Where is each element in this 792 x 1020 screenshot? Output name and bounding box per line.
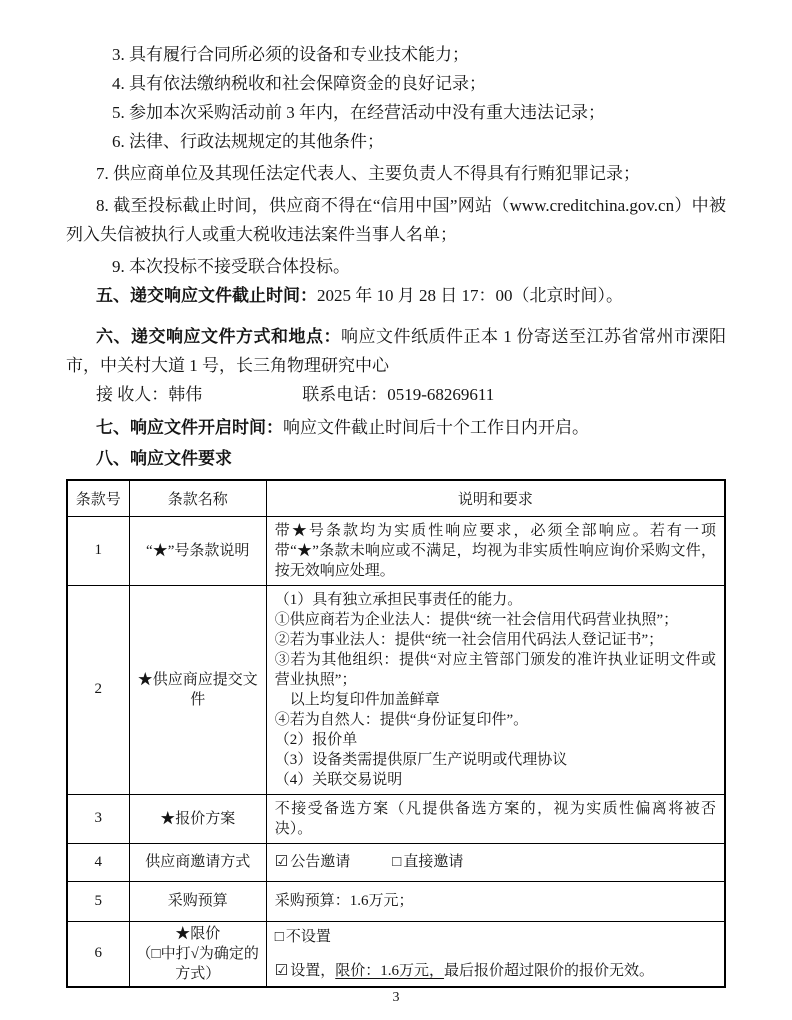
section-5-deadline <box>66 281 726 310</box>
clause-item-7: 7. 供应商单位及其现任法定代表人、主要负责人不得具有行贿犯罪记录； <box>96 164 640 183</box>
checkbox-unchecked-icon: □ <box>392 854 402 870</box>
clause-item-3: 3. 具有履行合同所必须的设备和专业技术能力； <box>112 45 469 64</box>
clause-item-4: 4. 具有依法缴纳税收和社会保障资金的良好记录； <box>112 74 486 93</box>
section-7-opening-time <box>66 413 726 442</box>
table-row-6 <box>67 921 725 987</box>
section-8-heading <box>66 444 726 473</box>
row-3-clause-no: 3 <box>67 794 129 843</box>
row-4-clause-no: 4 <box>67 843 129 881</box>
invite-option-direct: 直接邀请 <box>403 854 464 870</box>
row-5-clause-name: 采购预算 <box>129 881 266 921</box>
row-5-clause-no: 5 <box>67 881 129 921</box>
row-2-desc-line-7: （2）报价单 <box>274 731 358 748</box>
column-header-description: 说明和要求 <box>266 480 725 516</box>
limit-option-none-label: 不设置 <box>285 928 331 945</box>
section-6-delivery <box>66 322 726 380</box>
row-6-name-line-2: （□中打√为确定的方式） <box>136 945 259 982</box>
table-row-4 <box>67 843 725 881</box>
column-header-clause-name: 条款名称 <box>129 480 266 516</box>
row-4-description <box>266 843 725 881</box>
row-1-clause-no: 1 <box>67 516 129 585</box>
page-number: 3 <box>392 990 400 1005</box>
limit-option-set-post: 最后报价超过限价的报价无效。 <box>444 962 655 979</box>
clause-item-5: 5. 参加本次采购活动前 3 年内，在经营活动中没有重大违法记录； <box>112 103 605 122</box>
table-row-5 <box>67 881 725 921</box>
row-2-desc-line-2: ①供应商若为企业法人：提供“统一社会信用代码营业执照”； <box>274 611 679 628</box>
checkbox-unchecked-icon: □ <box>274 928 284 945</box>
clause-item-8: 8. 截至投标截止时间，供应商不得在“信用中国”网站（www.creditchina.gov.cn）中被列入失信被执行人或重大税收违法案件当事人名单； <box>66 196 726 244</box>
table-row-3 <box>67 794 725 843</box>
row-6-clause-no: 6 <box>67 921 129 987</box>
section-8-label: 八、响应文件要求 <box>96 449 232 468</box>
limit-option-none <box>275 927 716 947</box>
checkbox-checked-icon: ☑ <box>274 962 289 979</box>
row-3-clause-name: ★报价方案 <box>129 794 266 843</box>
row-5-description: 采购预算：1.6万元； <box>266 881 725 921</box>
invite-option-public: 公告邀请 <box>290 854 351 870</box>
row-4-clause-name: 供应商邀请方式 <box>129 843 266 881</box>
column-header-clause-no: 条款号 <box>67 480 129 516</box>
section-6-label: 六、递交响应文件方式和地点： <box>96 327 341 346</box>
contact-phone: 联系电话：0519-68269611 <box>302 385 495 404</box>
clause-item-9: 9. 本次投标不接受联合体投标。 <box>112 257 350 276</box>
clause-item-6: 6. 法律、行政法规规定的其他条件； <box>112 132 384 151</box>
section-6-text: 响应文件纸质件正本 1 份寄送至江苏省常州市溧阳市，中关村大道 1 号，长三角物理研究中心 <box>66 327 726 375</box>
table-header-row <box>67 480 725 516</box>
limit-option-set <box>275 961 716 981</box>
row-6-name-line-1: ★限价 <box>175 925 221 942</box>
row-2-desc-line-9: （4）关联交易说明 <box>274 771 403 788</box>
checkbox-checked-icon: ☑ <box>274 854 289 870</box>
section-5-text: 2025 年 10 月 28 日 17：00（北京时间）。 <box>317 286 623 305</box>
row-2-description <box>266 585 725 794</box>
row-2-desc-line-4: ③若为其他组织：提供“对应主管部门颁发的准许执业证明文件或营业执照”； <box>274 651 716 688</box>
row-2-desc-line-1: （1）具有独立承担民事责任的能力。 <box>274 591 523 608</box>
row-2-desc-line-6: ④若为自然人：提供“身份证复印件”。 <box>274 711 529 728</box>
row-1-clause-name: “★”号条款说明 <box>129 516 266 585</box>
contact-receiver: 接 收人：韩伟 <box>96 385 203 404</box>
limit-price-underlined: 限价：1.6万元， <box>335 962 445 979</box>
row-6-clause-name <box>129 921 266 987</box>
contact-line <box>66 380 726 409</box>
table-row-1 <box>67 516 725 585</box>
limit-option-set-pre: 设置， <box>290 962 336 979</box>
table-row-2 <box>67 585 725 794</box>
row-6-description <box>266 921 725 987</box>
row-2-clause-name: ★供应商应提交文件 <box>129 585 266 794</box>
row-3-description: 不接受备选方案（凡提供备选方案的，视为实质性偏离将被否决）。 <box>266 794 725 843</box>
row-2-desc-line-8: （3）设备类需提供原厂生产说明或代理协议 <box>274 751 568 768</box>
row-2-clause-no: 2 <box>67 585 129 794</box>
row-2-desc-line-5: 以上均复印件加盖鲜章 <box>274 691 440 708</box>
section-7-label: 七、响应文件开启时间： <box>96 418 283 437</box>
section-7-text: 响应文件截止时间后十个工作日内开启。 <box>283 418 589 437</box>
requirements-table <box>66 479 726 988</box>
row-2-desc-line-3: ②若为事业法人：提供“统一社会信用代码法人登记证书”； <box>274 631 664 648</box>
section-5-label: 五、递交响应文件截止时间： <box>96 286 317 305</box>
row-1-description: 带★号条款均为实质性响应要求，必须全部响应。若有一项带“★”条款未响应或不满足，均视为非实质性响应询价采购文件，按无效响应处理。 <box>266 516 725 585</box>
